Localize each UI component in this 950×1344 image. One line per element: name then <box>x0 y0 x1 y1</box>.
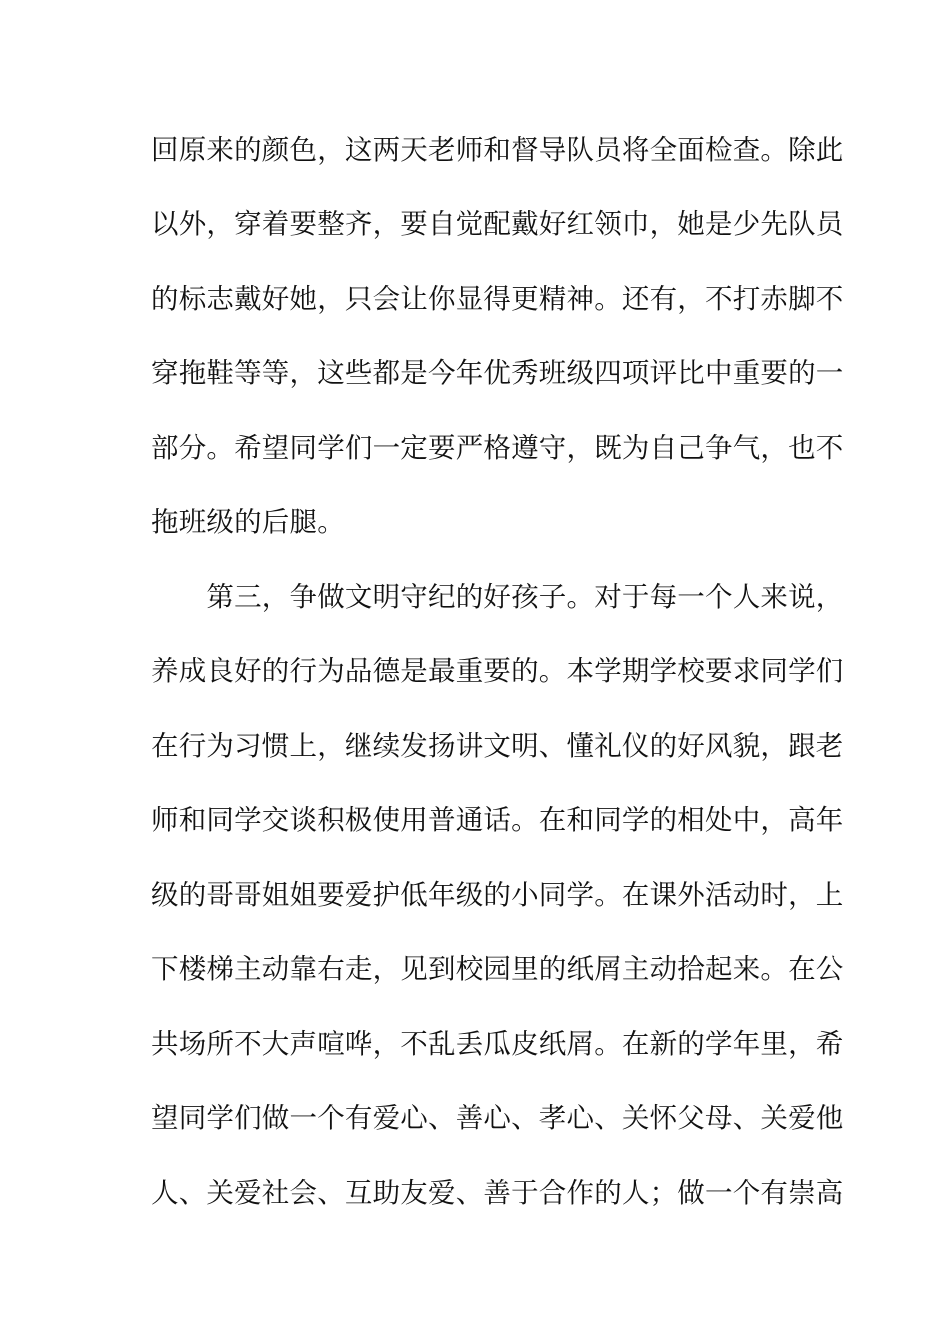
text-line: 师和同学交谈积极使用普通话。在和同学的相处中，高年 <box>151 804 844 836</box>
text-line: 回原来的颜色，这两天老师和督导队员将全面检查。除此 <box>151 134 844 166</box>
text-line: 望同学们做一个有爱心、善心、孝心、关怀父母、关爱他 <box>151 1102 844 1134</box>
text-line: 共场所不大声喧哗，不乱丢瓜皮纸屑。在新的学年里，希 <box>151 1028 844 1060</box>
text-line: 下楼梯主动靠右走，见到校园里的纸屑主动拾起来。在公 <box>151 953 844 985</box>
text-line: 部分。希望同学们一定要严格遵守，既为自己争气，也不 <box>151 432 844 464</box>
text-line: 的标志戴好她，只会让你显得更精神。还有，不打赤脚不 <box>151 283 844 315</box>
paragraph-start-line: 第三，争做文明守纪的好孩子。对于每一个人来说， <box>151 581 844 613</box>
text-line: 级的哥哥姐姐要爱护低年级的小同学。在课外活动时，上 <box>151 879 844 911</box>
text-line: 养成良好的行为品德是最重要的。本学期学校要求同学们 <box>151 655 844 687</box>
text-line: 以外，穿着要整齐，要自觉配戴好红领巾，她是少先队员 <box>151 208 844 240</box>
text-line: 人、关爱社会、互助友爱、善于合作的人；做一个有崇高 <box>151 1177 844 1209</box>
text-line: 在行为习惯上，继续发扬讲文明、懂礼仪的好风貌，跟老 <box>151 730 844 762</box>
text-line: 穿拖鞋等等，这些都是今年优秀班级四项评比中重要的一 <box>151 357 844 389</box>
text-line: 拖班级的后腿。 <box>151 506 345 538</box>
